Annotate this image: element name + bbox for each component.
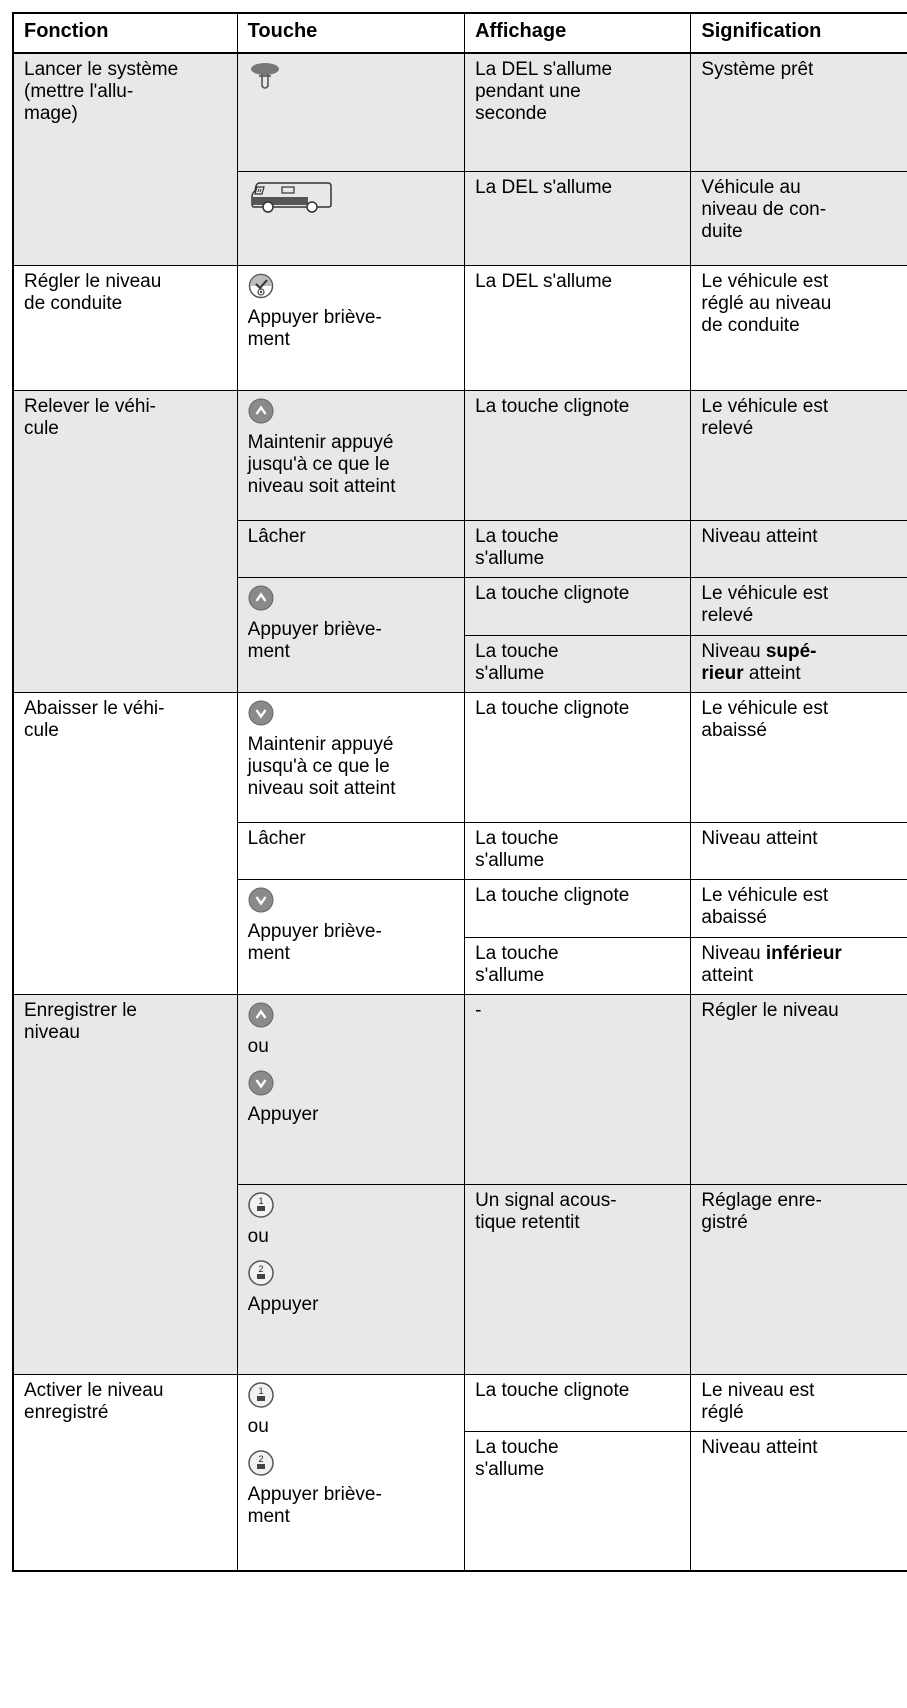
text-line: s'allume bbox=[475, 1458, 545, 1480]
svg-text:2: 2 bbox=[258, 1263, 264, 1274]
affichage-cell bbox=[465, 822, 691, 879]
svg-text:2: 2 bbox=[258, 1453, 264, 1464]
text-line: Le véhicule est bbox=[701, 884, 829, 906]
text-line: Un signal acous- bbox=[475, 1189, 617, 1211]
text-line: s'allume bbox=[475, 547, 545, 569]
text-line: Niveau atteint bbox=[701, 827, 818, 849]
text-line: La touche clignote bbox=[475, 582, 630, 604]
text-line: Appuyer briève- bbox=[247, 306, 382, 328]
spacer bbox=[248, 1248, 454, 1258]
touche-cell bbox=[237, 822, 464, 879]
text-line: Appuyer briève- bbox=[247, 920, 382, 942]
affichage-cell bbox=[465, 635, 691, 692]
text-line: La touche bbox=[475, 942, 559, 964]
text-line: Maintenir appuyé bbox=[247, 733, 394, 755]
touche-cell bbox=[237, 692, 464, 822]
text-line: Niveau atteint bbox=[701, 525, 818, 547]
text-line: Relever le véhi- bbox=[24, 395, 156, 417]
text-line: Le véhicule est bbox=[701, 582, 829, 604]
text-fragment: atteint bbox=[743, 662, 801, 684]
affichage-cell bbox=[465, 265, 691, 390]
text-line: réglé au niveau bbox=[701, 292, 832, 314]
bold-text: supé- bbox=[765, 640, 817, 662]
signification-cell bbox=[691, 879, 907, 937]
arrow-up-button-icon bbox=[248, 398, 454, 424]
text-line bbox=[701, 663, 897, 685]
signification-cell bbox=[691, 635, 907, 692]
text-line: cule bbox=[24, 719, 59, 741]
touche-cell bbox=[237, 390, 464, 520]
signification-cell bbox=[691, 390, 907, 520]
signification-cell bbox=[691, 1374, 907, 1431]
text-line: ment bbox=[247, 942, 290, 964]
signification-cell bbox=[691, 520, 907, 577]
arrow-down-button-icon bbox=[248, 700, 454, 726]
text-line: niveau soit atteint bbox=[247, 777, 396, 799]
text-line: Maintenir appuyé bbox=[247, 431, 394, 453]
memory-1-button-icon bbox=[248, 1192, 454, 1218]
text-line: abaissé bbox=[701, 906, 767, 928]
text-line: niveau soit atteint bbox=[247, 475, 396, 497]
text-line: Le véhicule est bbox=[701, 697, 829, 719]
affichage-cell bbox=[465, 520, 691, 577]
text-line: s'allume bbox=[475, 662, 545, 684]
text-line: de conduite bbox=[24, 292, 123, 314]
signification-cell bbox=[691, 1431, 907, 1571]
text-line: Régler le niveau bbox=[701, 999, 839, 1021]
text-line: Appuyer briève- bbox=[247, 618, 382, 640]
header-touche: Touche bbox=[237, 13, 464, 53]
text-line: ou bbox=[247, 1035, 269, 1057]
text-line: Appuyer briève- bbox=[247, 1483, 382, 1505]
memory-1-button-icon bbox=[248, 1382, 454, 1408]
arrow-down-button-icon bbox=[248, 887, 454, 913]
text-line: de conduite bbox=[701, 314, 800, 336]
table-row bbox=[13, 53, 907, 171]
text-line: Véhicule au bbox=[701, 176, 801, 198]
signification-cell bbox=[691, 1184, 907, 1374]
text-line: niveau bbox=[24, 1021, 80, 1043]
text-line: Régler le niveau bbox=[24, 270, 162, 292]
text-line: Niveau atteint bbox=[701, 1436, 818, 1458]
text-line: ou bbox=[247, 1415, 269, 1437]
svg-text:1: 1 bbox=[258, 1195, 264, 1206]
text-line: Lâcher bbox=[247, 827, 306, 849]
text-line: (mettre l'allu- bbox=[24, 81, 134, 102]
touche-cell bbox=[237, 994, 464, 1184]
text-line: Réglage enre- bbox=[701, 1189, 822, 1211]
bold-text: rieur bbox=[701, 662, 744, 684]
text-line: atteint bbox=[701, 964, 754, 986]
signification-cell bbox=[691, 53, 907, 171]
drive-level-check-icon bbox=[248, 273, 454, 299]
spacer bbox=[248, 1438, 454, 1448]
signification-cell bbox=[691, 265, 907, 390]
arrow-up-button-icon bbox=[248, 1002, 454, 1028]
touche-cell bbox=[237, 53, 464, 171]
text-line: La touche bbox=[475, 525, 559, 547]
text-line: La touche bbox=[475, 827, 559, 849]
touche-cell bbox=[237, 520, 464, 577]
signification-cell bbox=[691, 937, 907, 994]
text-line: La touche clignote bbox=[475, 395, 630, 417]
memory-2-button-icon bbox=[248, 1260, 454, 1286]
signification-cell bbox=[691, 171, 907, 265]
text-line: relevé bbox=[701, 417, 754, 439]
text-line: abaissé bbox=[701, 719, 767, 741]
text-line: Système prêt bbox=[701, 59, 814, 80]
text-line: La touche bbox=[475, 1436, 559, 1458]
text-line: Lâcher bbox=[247, 525, 306, 547]
text-line: niveau de con- bbox=[701, 198, 827, 220]
text-line: ou bbox=[247, 1225, 269, 1247]
text-line: La DEL s'allume bbox=[475, 59, 613, 80]
affichage-cell bbox=[465, 1431, 691, 1571]
table-row bbox=[13, 265, 907, 390]
fonction-cell bbox=[13, 1374, 237, 1571]
text-line: tique retentit bbox=[475, 1211, 580, 1233]
text-line: enregistré bbox=[24, 1401, 109, 1423]
affichage-cell bbox=[465, 390, 691, 520]
text-line: seconde bbox=[475, 103, 547, 124]
text-line: Le véhicule est bbox=[701, 395, 829, 417]
table-row bbox=[13, 994, 907, 1184]
text-line: jusqu'à ce que le bbox=[247, 755, 390, 777]
text-line: La touche clignote bbox=[475, 884, 630, 906]
affichage-cell bbox=[465, 171, 691, 265]
fonction-cell bbox=[13, 265, 237, 390]
table-row bbox=[13, 692, 907, 822]
text-line: La touche clignote bbox=[475, 1379, 630, 1401]
text-line: Le niveau est bbox=[701, 1379, 815, 1401]
text-fragment: Niveau bbox=[701, 640, 766, 662]
signification-cell bbox=[691, 692, 907, 822]
arrow-up-button-icon bbox=[248, 585, 454, 611]
affichage-cell bbox=[465, 53, 691, 171]
text-line: Activer le niveau bbox=[24, 1379, 164, 1401]
svg-text:1: 1 bbox=[258, 1385, 264, 1396]
table-row bbox=[13, 390, 907, 520]
affichage-cell bbox=[465, 692, 691, 822]
text-line: Enregistrer le bbox=[24, 999, 137, 1021]
affichage-cell bbox=[465, 937, 691, 994]
text-line: duite bbox=[701, 220, 743, 242]
affichage-cell bbox=[465, 994, 691, 1184]
touche-cell bbox=[237, 879, 464, 994]
text-line: ment bbox=[247, 1505, 290, 1527]
text-line: La touche bbox=[475, 640, 559, 662]
signification-cell bbox=[691, 822, 907, 879]
text-line: Appuyer bbox=[247, 1293, 319, 1315]
text-fragment: Niveau bbox=[701, 942, 766, 964]
text-line: pendant une bbox=[475, 81, 581, 102]
signification-cell bbox=[691, 577, 907, 635]
camper-van-icon bbox=[248, 179, 454, 215]
text-line: ment bbox=[247, 640, 290, 662]
fonction-cell bbox=[13, 390, 237, 692]
text-line: ment bbox=[247, 328, 290, 350]
text-line: Le véhicule est bbox=[701, 270, 829, 292]
memory-2-button-icon bbox=[248, 1450, 454, 1476]
fonction-cell bbox=[13, 994, 237, 1374]
header-affichage: Affichage bbox=[465, 13, 691, 53]
text-line: La DEL s'allume bbox=[475, 176, 613, 198]
touche-cell bbox=[237, 577, 464, 692]
affichage-cell bbox=[465, 1184, 691, 1374]
text-line bbox=[701, 943, 897, 965]
signification-cell bbox=[691, 994, 907, 1184]
text-line: - bbox=[475, 999, 482, 1021]
text-line bbox=[701, 641, 897, 663]
touche-cell bbox=[237, 171, 464, 265]
header-fonction: Fonction bbox=[13, 13, 237, 53]
text-line: Appuyer bbox=[247, 1103, 319, 1125]
affichage-cell bbox=[465, 879, 691, 937]
level-control-table bbox=[12, 12, 907, 1572]
header-signification: Signification bbox=[691, 13, 907, 53]
fonction-cell bbox=[13, 692, 237, 994]
affichage-cell bbox=[465, 577, 691, 635]
text-line: La touche clignote bbox=[475, 697, 630, 719]
touche-cell bbox=[237, 1374, 464, 1571]
fonction-cell bbox=[13, 53, 237, 265]
touche-cell bbox=[237, 265, 464, 390]
text-line: s'allume bbox=[475, 849, 545, 871]
text-line: gistré bbox=[701, 1211, 748, 1233]
ignition-key-icon bbox=[248, 61, 454, 95]
text-line: La DEL s'allume bbox=[475, 270, 613, 292]
text-line: jusqu'à ce que le bbox=[247, 453, 390, 475]
table-row bbox=[13, 1374, 907, 1431]
text-line: Abaisser le véhi- bbox=[24, 697, 165, 719]
text-line: réglé bbox=[701, 1401, 744, 1423]
text-line: relevé bbox=[701, 604, 754, 626]
affichage-cell bbox=[465, 1374, 691, 1431]
text-line: s'allume bbox=[475, 964, 545, 986]
text-line: Lancer le système bbox=[24, 59, 179, 80]
spacer bbox=[248, 1058, 454, 1068]
bold-text: inférieur bbox=[765, 942, 842, 964]
text-line: cule bbox=[24, 417, 59, 439]
text-line: mage) bbox=[24, 103, 78, 124]
header-row bbox=[13, 13, 907, 53]
arrow-down-button-icon bbox=[248, 1070, 454, 1096]
touche-cell bbox=[237, 1184, 464, 1374]
